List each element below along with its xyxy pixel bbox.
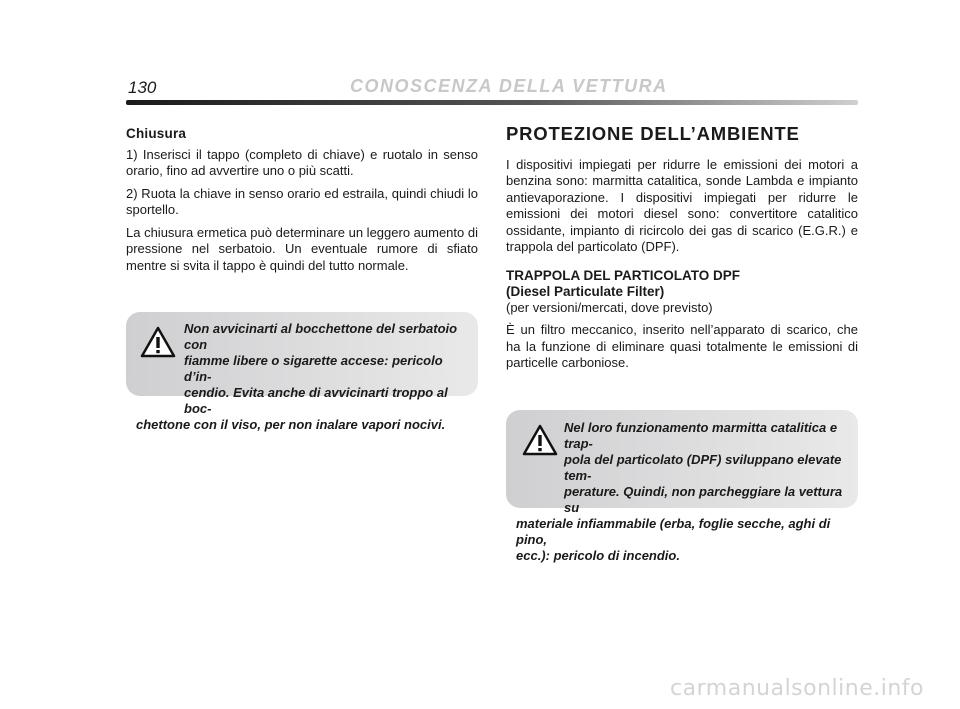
page-number: 130 <box>128 78 157 97</box>
left-column <box>126 126 478 280</box>
warning-line: Nel loro funzionamento marmitta catalitica e trap- <box>564 420 838 451</box>
step-1: 1) Inserisci il tappo (completo di chiave) e ruotalo in senso orario, fino ad avvertire uno o più scatti. <box>126 146 478 178</box>
catalyst-warning-text <box>516 420 848 564</box>
dpf-paragraph: È un filtro meccanico, inserito nell’apparato di scarico, che ha la funzione di eliminare quasi totalmente le emissioni di particelle carboniose. <box>506 322 858 370</box>
versions-note: (per versioni/mercati, dove previsto) <box>506 299 713 315</box>
header-rule <box>126 100 858 105</box>
right-column <box>506 123 858 378</box>
warning-line: cendio. Evita anche di avvicinarti troppo al boc- <box>184 385 448 416</box>
dpf-heading <box>506 268 858 300</box>
watermark: carmanualsonline.info <box>670 676 924 701</box>
closing-paragraph: La chiusura ermetica può determinare un leggero aumento di pressione nel serbatoio. Un eventuale rumore di sfiato mentre si svita il tappo è quindi del tutto normale. <box>126 224 478 273</box>
section-title: CONOSCENZA DELLA VETTURA <box>350 76 668 96</box>
emissions-paragraph: I dispositivi impiegati per ridurre le emissioni dei motori a benzina sono: marmitta catalitica, sonde Lambda e impianto antievaporazione. I dispositivi impiegati per ridurre le emissioni dei motori diesel sono: convertitore catalitico ossidante, impianto di ricircolo dei gas di scarico (E.G.R.) e trappola del particolato (DPF). <box>506 156 858 254</box>
dpf-heading-line2: (Diesel Particulate Filter) <box>506 283 665 299</box>
dpf-heading-line1: TRAPPOLA DEL PARTICOLATO DPF <box>506 267 741 283</box>
warning-line: materiale infiammabile (erba, foglie secche, aghi di pino, <box>516 516 831 547</box>
catalyst-warning-box <box>506 410 858 563</box>
warning-line: fiamme libere o sigarette accese: pericolo d’in- <box>184 353 443 384</box>
warning-line: Non avvicinarti al bocchettone del serbatoio con <box>184 321 458 352</box>
fuel-warning-text <box>136 321 466 433</box>
environment-heading: PROTEZIONE DELL’AMBIENTE <box>506 123 800 144</box>
warning-line: pola del particolato (DPF) sviluppano elevate tem- <box>564 452 842 483</box>
warning-line: ecc.): pericolo di incendio. <box>516 548 680 563</box>
page-header <box>126 74 858 104</box>
closing-subheading: Chiusura <box>126 126 187 141</box>
fuel-warning-box <box>126 312 478 432</box>
step-2: 2) Ruota la chiave in senso orario ed estraila, quindi chiudi lo sportello. <box>126 185 478 217</box>
warning-line: chettone con il viso, per non inalare vapori nocivi. <box>136 417 446 432</box>
warning-line: perature. Quindi, non parcheggiare la vettura su <box>564 484 843 515</box>
